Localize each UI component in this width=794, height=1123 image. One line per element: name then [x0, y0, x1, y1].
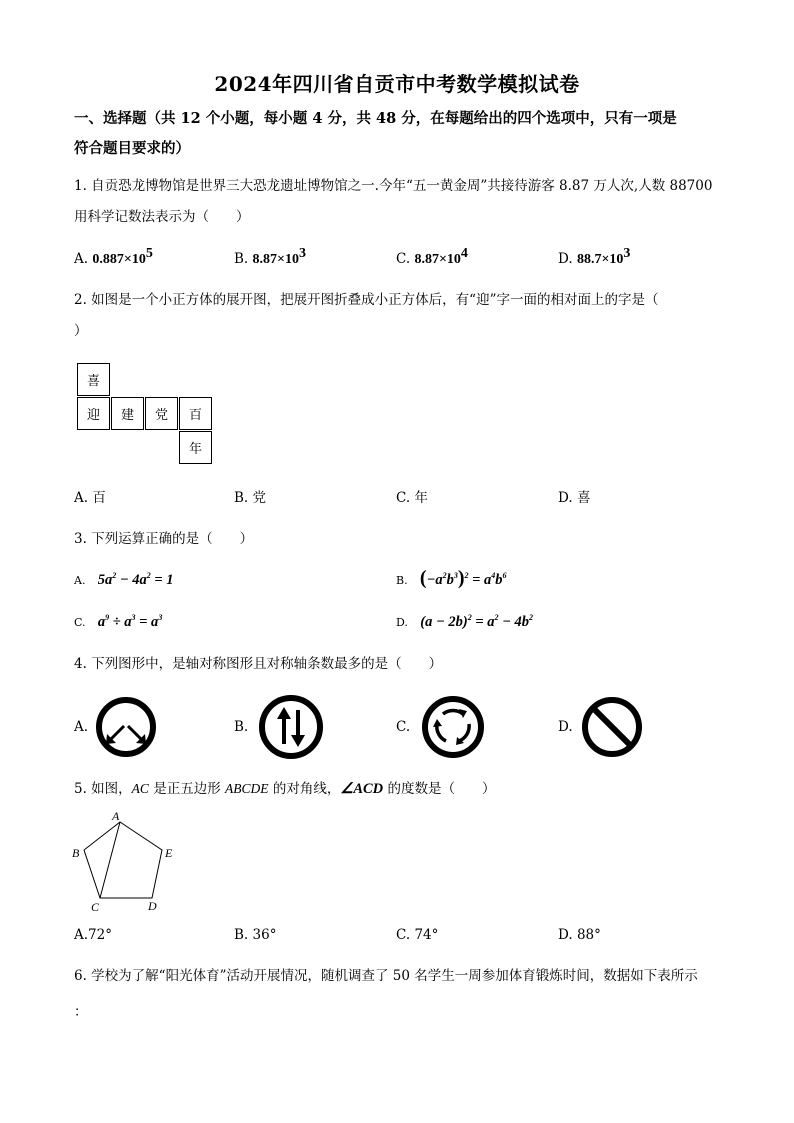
q5-option-a[interactable] — [74, 925, 112, 945]
vertex-label-e: E — [165, 846, 173, 860]
question-6-line-2: ： — [74, 1004, 88, 1020]
option-base: 8.87×10 — [414, 252, 461, 267]
section-line-1: 一、选择题（共 12 个小题，每小题 4 分，共 48 分，在每题给出的四个选项中，只有一项是 — [74, 110, 677, 127]
angle-acd: ∠ACD — [340, 781, 384, 797]
page-title: 2024年四川省自贡市中考数学模拟试卷 — [214, 72, 580, 96]
question-3-stem: 3. 下列运算正确的是（ ） — [74, 531, 254, 547]
question-1-line-2: 用科学记数法表示为（ ） — [74, 209, 250, 225]
question-1-line-1: 1. 自贡恐龙博物馆是世界三大恐龙遗址博物馆之一.今年“五一黄金周”共接待游客 8.87 万人次,人数 88700 — [74, 178, 713, 194]
net-cell-ying: 迎 — [77, 397, 110, 430]
option-letter: A. — [74, 927, 89, 943]
section-line-2: 符合题目要求的） — [74, 140, 190, 157]
formula-d: $(a - 2b)^2 = a^2 - 4b^2$ — [420, 613, 533, 630]
question-1-stem — [74, 176, 734, 227]
option-text: 88° — [576, 927, 601, 943]
option-letter: A. — [74, 574, 86, 587]
net-cell-dang: 党 — [145, 397, 178, 430]
segment-ac: AC — [131, 781, 149, 796]
option-letter: B. — [234, 490, 249, 506]
q5-option-d[interactable] — [558, 925, 601, 945]
net-cell-bai: 百 — [179, 397, 212, 430]
option-exponent: 3 — [299, 246, 306, 261]
q3-option-c[interactable] — [74, 612, 162, 633]
vertex-label-d: D — [148, 899, 157, 913]
option-text: 百 — [92, 490, 106, 506]
no-entry-slash-sign-icon[interactable] — [581, 696, 643, 758]
q1-option-c[interactable] — [396, 246, 468, 270]
option-base: 8.87×10 — [252, 252, 299, 267]
q2-option-c[interactable] — [396, 488, 428, 508]
option-letter: C. — [396, 251, 411, 267]
section-heading — [74, 105, 724, 162]
q2-option-d[interactable] — [558, 488, 590, 508]
option-text: 72° — [88, 927, 112, 943]
option-letter: C. — [396, 490, 411, 506]
q3-option-d[interactable] — [396, 612, 533, 633]
option-base: 0.887×10 — [92, 252, 146, 267]
vertex-label-b: B — [72, 846, 80, 860]
net-cell-nian: 年 — [179, 431, 212, 464]
q2-option-a[interactable] — [74, 488, 106, 508]
formula-c: $a^9 \div a^3 = a^3$ — [97, 613, 163, 630]
q5-option-b[interactable] — [234, 925, 276, 945]
question-4-stem: 4. 下列图形中，是轴对称图形且对称轴条数最多的是（ ） — [74, 656, 443, 672]
q4-option-c-letter[interactable]: C. — [396, 719, 411, 735]
option-letter: C. — [74, 616, 86, 629]
net-cell-jian: 建 — [111, 397, 144, 430]
pentagon-figure — [70, 808, 180, 916]
formula-a: $5a^2 - 4a^2 = 1$ — [97, 571, 174, 588]
option-letter: C. — [396, 927, 411, 943]
question-6-line-1: 6. 学校为了解“阳光体育”活动开展情况，随机调查了 50 名学生一周参加体育锻炼时间，数据如下表所示 — [74, 968, 698, 984]
option-exponent: 4 — [460, 246, 468, 261]
option-text: 74° — [414, 927, 439, 943]
vertex-label-c: C — [91, 900, 100, 914]
q4-option-a-letter[interactable]: A. — [74, 719, 89, 735]
option-text: 喜 — [576, 490, 591, 506]
option-letter: D. — [396, 616, 408, 629]
option-letter: B. — [396, 574, 408, 587]
option-letter: D. — [558, 251, 573, 267]
q3-option-a[interactable] — [74, 570, 174, 591]
question-2-line-1: 2. 如图是一个小正方体的展开图，把展开图折叠成小正方体后，有“迎”字一面的相对面上的字是（ — [74, 292, 659, 308]
option-letter: D. — [558, 490, 573, 506]
option-exponent: 5 — [145, 246, 153, 261]
cube-net-figure — [77, 363, 217, 467]
q4-option-b-letter[interactable]: B. — [234, 719, 249, 735]
two-way-traffic-sign-icon[interactable] — [258, 694, 324, 760]
diagonal-arrows-sign-icon[interactable] — [95, 696, 157, 758]
option-letter: D. — [558, 927, 573, 943]
q2-option-b[interactable] — [234, 488, 266, 508]
net-cell-xi: 喜 — [77, 363, 110, 396]
q1-option-a[interactable] — [74, 246, 153, 270]
stem-part: 5. 如图， — [74, 781, 132, 797]
q4-option-d-letter[interactable]: D. — [558, 719, 573, 735]
option-letter: B. — [234, 927, 249, 943]
question-2-stem — [74, 290, 734, 341]
q3-option-b[interactable] — [396, 568, 507, 591]
option-letter: A. — [74, 251, 89, 267]
formula-b: $(-a^2b^3)^2 = a^4b^6$ — [419, 567, 507, 589]
question-5-stem — [74, 779, 495, 799]
option-letter: B. — [234, 251, 249, 267]
pentagon-name: ABCDE — [225, 781, 269, 796]
question-6-stem — [74, 966, 754, 1022]
q1-option-b[interactable] — [234, 246, 306, 270]
question-2-line-2: ） — [74, 323, 88, 339]
option-base: 88.7×10 — [576, 252, 624, 267]
option-exponent: 3 — [623, 246, 631, 261]
q1-option-d[interactable] — [558, 246, 631, 270]
option-letter: A. — [74, 490, 89, 506]
vertex-label-a: A — [112, 809, 120, 823]
stem-part: 的对角线， — [268, 781, 341, 797]
option-text: 36° — [252, 927, 277, 943]
roundabout-sign-icon[interactable] — [421, 695, 485, 759]
option-text: 年 — [414, 490, 428, 506]
stem-part: 的度数是（ ） — [383, 781, 496, 797]
option-text: 党 — [252, 490, 267, 506]
q5-option-c[interactable] — [396, 925, 438, 945]
stem-part: 是正五边形 — [148, 781, 226, 797]
